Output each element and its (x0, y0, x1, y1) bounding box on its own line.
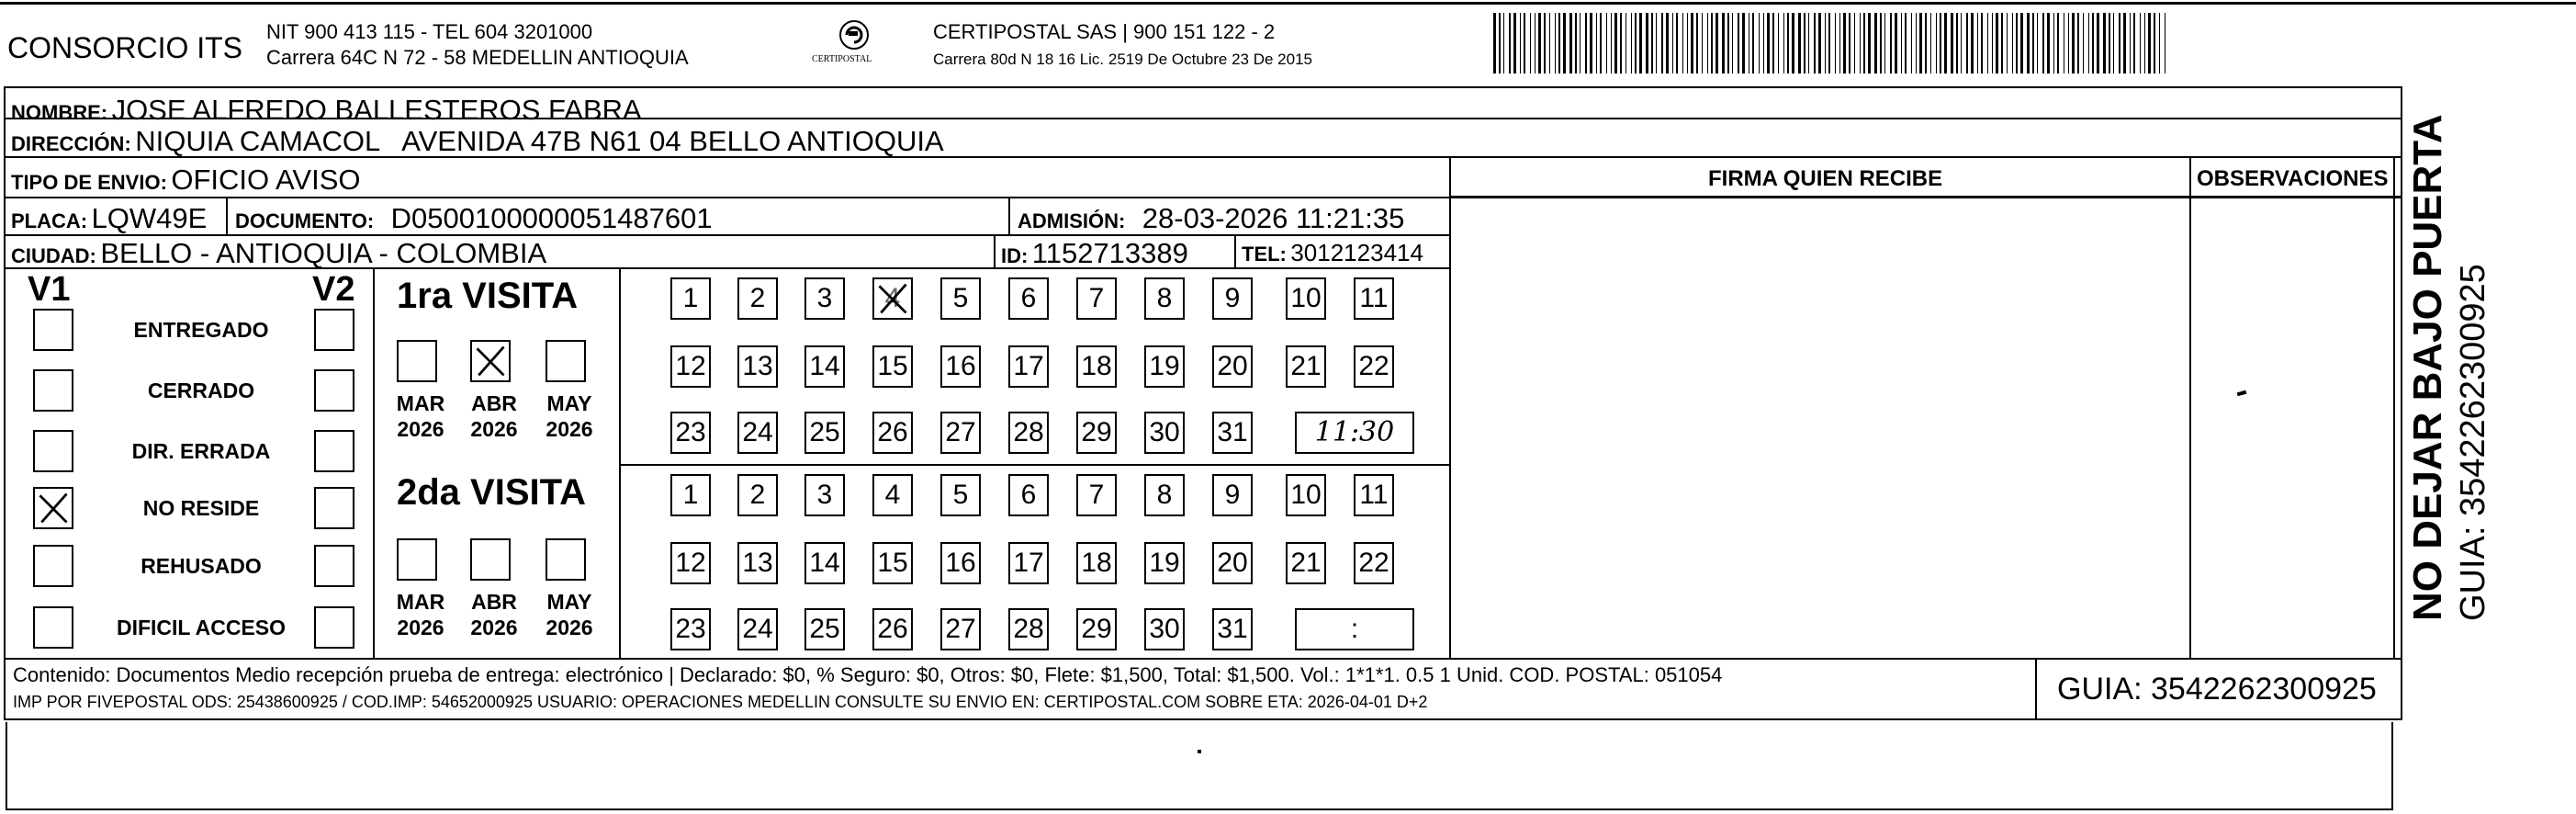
day-cell[interactable]: 24 (737, 608, 778, 650)
day-cell[interactable]: 17 (1008, 345, 1049, 388)
day-cell[interactable]: 15 (872, 542, 913, 584)
month-label: ABR (471, 391, 517, 415)
day-cell[interactable]: 14 (804, 542, 845, 584)
month-checkbox[interactable] (397, 340, 437, 382)
v1-checkbox[interactable] (33, 369, 73, 412)
day-cell[interactable]: 18 (1076, 542, 1117, 584)
day-cell[interactable]: 1 (670, 277, 711, 320)
nombre-label: NOMBRE: (11, 101, 108, 124)
day-cell[interactable]: 7 (1076, 474, 1117, 516)
v1-header: V1 (28, 270, 71, 309)
day-cell[interactable]: 28 (1008, 608, 1049, 650)
day-cell[interactable]: 19 (1144, 345, 1185, 388)
company-nit: NIT 900 413 115 - TEL 604 3201000 (266, 20, 593, 43)
ciudad-label: CIUDAD: (11, 244, 96, 267)
direccion-label: DIRECCIÓN: (11, 132, 131, 155)
month-checkbox[interactable] (470, 538, 511, 581)
side-label (2405, 107, 2496, 621)
day-cell[interactable]: 6 (1008, 277, 1049, 320)
company-name: CONSORCIO ITS (7, 31, 243, 64)
footer-guia: GUIA: 3542262300925 (2057, 672, 2377, 707)
day-cell[interactable]: 3 (804, 277, 845, 320)
day-cell[interactable]: 26 (872, 608, 913, 650)
day-cell[interactable]: 2 (737, 277, 778, 320)
tipo-envio-value: OFICIO AVISO (171, 164, 361, 196)
day-cell[interactable]: 27 (940, 412, 981, 454)
day-cell[interactable]: 26 (872, 412, 913, 454)
year-label: 2026 (546, 616, 593, 639)
placa-value: LQW49E (91, 202, 208, 234)
month-checkbox[interactable] (546, 340, 586, 382)
month-checkbox[interactable] (470, 340, 511, 382)
nombre-field (11, 96, 642, 124)
v2-checkbox[interactable] (314, 430, 354, 472)
visit1-title: 1ra VISITA (397, 276, 579, 316)
ciudad-value: BELLO - ANTIOQUIA - COLOMBIA (100, 237, 547, 269)
day-cell[interactable]: 10 (1286, 277, 1326, 320)
tel-value: 3012123414 (1290, 239, 1423, 266)
courier-address: Carrera 80d N 18 16 Lic. 2519 De Octubre 23 De 2015 (933, 51, 1312, 68)
day-cell[interactable]: 13 (737, 542, 778, 584)
admision-value: 28-03-2026 11:21:35 (1142, 202, 1405, 234)
day-cell[interactable]: 9 (1212, 474, 1253, 516)
documento-value: D0500100000051487601 (390, 202, 713, 234)
contenido-text: Contenido: Documentos Medio recepción prueba de entrega: electrónico | Declarado: $0, % Seguro: $0, Otros: $0, Flete: $1,500, Total: $1,500. Vol.: 1*1*1. 0.5 1 Unid. COD. POSTAL: 051054 (13, 663, 1723, 686)
day-cell[interactable]: 20 (1212, 345, 1253, 388)
courier-nit: CERTIPOSTAL SAS | 900 151 122 - 2 (933, 20, 1276, 43)
firma-header: FIRMA QUIEN RECIBE (1708, 166, 1943, 191)
day-cell[interactable]: 31 (1212, 608, 1253, 650)
v2-header: V2 (312, 270, 355, 309)
bottom-flap (6, 722, 2393, 810)
day-cell[interactable]: 22 (1354, 542, 1394, 584)
tipo-envio-label: TIPO DE ENVIO: (11, 171, 167, 194)
day-cell[interactable]: 10 (1286, 474, 1326, 516)
day-cell[interactable]: 25 (804, 412, 845, 454)
nombre-value: JOSE ALFREDO BALLESTEROS FABRA (111, 94, 642, 126)
day-cell[interactable]: 21 (1286, 345, 1326, 388)
day-cell[interactable]: 31 (1212, 412, 1253, 454)
time-box[interactable]: : (1295, 608, 1414, 650)
tel-label: TEL: (1242, 243, 1287, 266)
id-field (1001, 239, 1188, 267)
documento-label: DOCUMENTO: (235, 209, 375, 232)
status-label: DIFICIL ACCESO (116, 616, 286, 639)
day-cell[interactable]: 23 (670, 608, 711, 650)
day-cell[interactable]: 5 (940, 474, 981, 516)
status-label: DIR. ERRADA (131, 439, 271, 463)
day-cell[interactable]: 13 (737, 345, 778, 388)
month-label: MAY (546, 391, 592, 415)
day-cell[interactable]: 18 (1076, 345, 1117, 388)
side-title: NO DEJAR BAJO PUERTA (2405, 114, 2450, 621)
month-label: MAR (396, 391, 445, 415)
imp-text: IMP POR FIVEPOSTAL ODS: 25438600925 / COD.IMP: 54652000925 USUARIO: OPERACIONES MEDELLIN CONSULTE SU ENVIO EN: CERTIPOSTAL.COM SOBRE ETA: 2026-04-01 D+2 (13, 693, 1428, 711)
admision-label: ADMISIÓN: (1018, 209, 1126, 232)
observaciones-area[interactable] (2191, 198, 2393, 658)
day-cell[interactable]: 6 (1008, 474, 1049, 516)
day-cell[interactable]: 1 (670, 474, 711, 516)
v1-checkbox[interactable] (33, 309, 73, 351)
stray-dot (1198, 750, 1201, 753)
placa-label: PLACA: (11, 209, 88, 232)
status-label: ENTREGADO (133, 318, 269, 342)
v1-checkbox[interactable] (33, 430, 73, 472)
day-cell[interactable]: 21 (1286, 542, 1326, 584)
day-cell[interactable]: 14 (804, 345, 845, 388)
v1-checkbox[interactable] (33, 606, 73, 649)
documento-field (235, 204, 713, 232)
year-label: 2026 (397, 616, 444, 639)
status-label: NO RESIDE (142, 496, 260, 520)
certipostal-logo: CERTIPOSTAL (808, 18, 900, 72)
day-cell[interactable]: 11 (1354, 277, 1394, 320)
day-cell[interactable]: 9 (1212, 277, 1253, 320)
month-label: ABR (471, 590, 517, 614)
day-cell[interactable]: 3 (804, 474, 845, 516)
year-label: 2026 (470, 616, 518, 639)
company-address: Carrera 64C N 72 - 58 MEDELLIN ANTIOQUIA (266, 46, 689, 69)
tipo-envio-field (11, 165, 361, 194)
day-cell[interactable]: 20 (1212, 542, 1253, 584)
year-label: 2026 (470, 417, 518, 441)
id-value: 1152713389 (1031, 237, 1188, 269)
firma-area[interactable] (1451, 198, 2189, 658)
day-cell[interactable]: 28 (1008, 412, 1049, 454)
status-label: REHUSADO (141, 554, 262, 578)
day-cell[interactable]: 4 (872, 277, 913, 320)
v2-checkbox[interactable] (314, 309, 354, 351)
month-label: MAY (546, 590, 592, 614)
day-cell[interactable]: 15 (872, 345, 913, 388)
v2-checkbox[interactable] (314, 369, 354, 412)
observaciones-header: OBSERVACIONES (2197, 166, 2389, 191)
v1-checkbox[interactable] (33, 545, 73, 587)
barcode (1491, 13, 2171, 73)
v2-checkbox[interactable] (314, 487, 354, 529)
day-cell[interactable]: 25 (804, 608, 845, 650)
month-checkbox[interactable] (397, 538, 437, 581)
day-cell[interactable]: 8 (1144, 277, 1185, 320)
day-cell[interactable]: 29 (1076, 608, 1117, 650)
day-cell[interactable]: 8 (1144, 474, 1185, 516)
time-box[interactable]: 11:30 (1295, 412, 1414, 454)
day-cell[interactable]: 27 (940, 608, 981, 650)
day-cell[interactable]: 7 (1076, 277, 1117, 320)
month-checkbox[interactable] (546, 538, 586, 581)
v2-checkbox[interactable] (314, 545, 354, 587)
day-cell[interactable]: 19 (1144, 542, 1185, 584)
day-cell[interactable]: 11 (1354, 474, 1394, 516)
visit2-title: 2da VISITA (397, 472, 586, 513)
ciudad-field (11, 239, 546, 267)
month-label: MAR (396, 590, 445, 614)
year-label: 2026 (546, 417, 593, 441)
admision-field (1018, 204, 1404, 232)
day-cell[interactable]: 30 (1144, 412, 1185, 454)
v1-checkbox[interactable] (33, 487, 73, 529)
day-cell[interactable]: 29 (1076, 412, 1117, 454)
direccion-field (11, 127, 944, 155)
status-label: CERRADO (147, 379, 255, 402)
day-cell[interactable]: 16 (940, 345, 981, 388)
day-cell[interactable]: 12 (670, 345, 711, 388)
day-cell[interactable]: 5 (940, 277, 981, 320)
id-label: ID: (1001, 244, 1029, 267)
day-cell[interactable]: 2 (737, 474, 778, 516)
tel-field (1242, 241, 1423, 265)
side-guia: GUIA: 3542262300925 (2454, 264, 2492, 621)
day-cell[interactable]: 17 (1008, 542, 1049, 584)
year-label: 2026 (397, 417, 444, 441)
day-cell[interactable]: 30 (1144, 608, 1185, 650)
day-cell[interactable]: 24 (737, 412, 778, 454)
day-cell[interactable]: 12 (670, 542, 711, 584)
direccion-value: NIQUIA CAMACOL AVENIDA 47B N61 04 BELLO ANTIOQUIA (135, 125, 944, 157)
day-cell[interactable]: 23 (670, 412, 711, 454)
day-cell[interactable]: 16 (940, 542, 981, 584)
v2-checkbox[interactable] (314, 606, 354, 649)
day-cell[interactable]: 22 (1354, 345, 1394, 388)
placa-field (11, 204, 207, 232)
top-edge (0, 2, 2576, 5)
day-cell[interactable]: 4 (872, 474, 913, 516)
